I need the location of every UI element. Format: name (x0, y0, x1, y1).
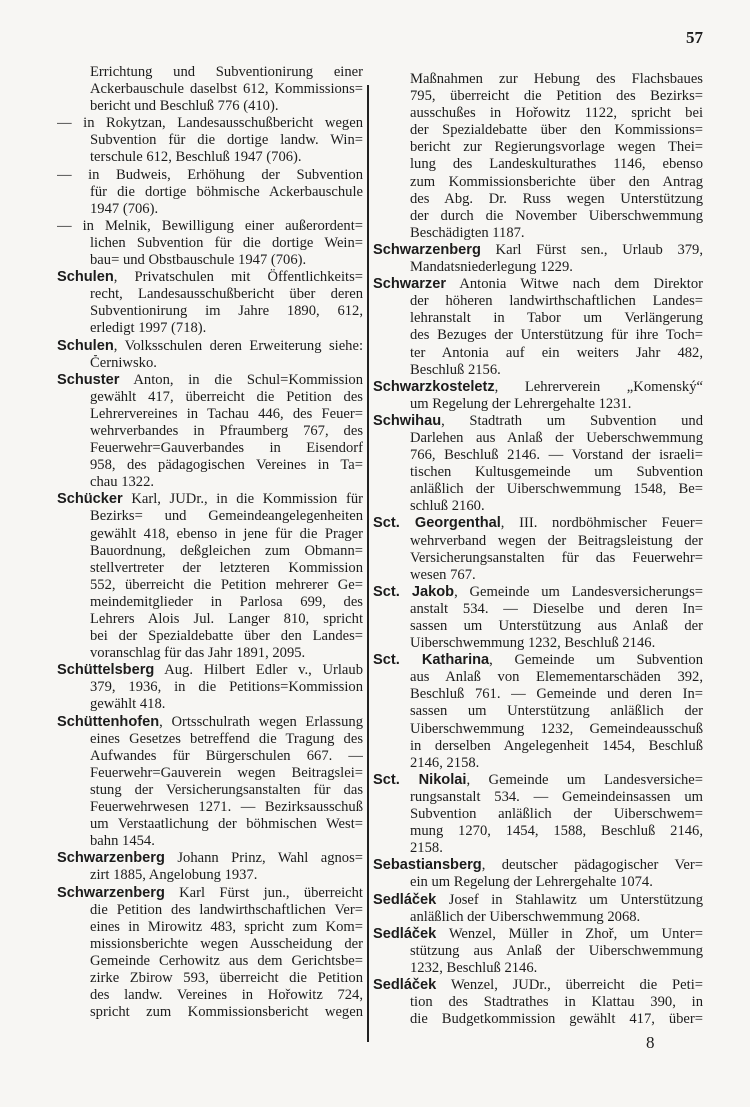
entry-text: Uiberschwemmung 1232, Beschluß 2146. (410, 635, 656, 652)
entry-line (373, 481, 703, 498)
entry-line (373, 823, 703, 840)
entry-line (373, 362, 703, 379)
index-entry (373, 892, 703, 926)
entry-line (373, 430, 703, 447)
index-entry (57, 167, 363, 218)
entry-headword: Schüttelsberg (57, 662, 155, 679)
entry-text: ter Antonia auf ein weiters Jahr 482, (410, 344, 703, 361)
entry-text: lehranstalt in Tabor um Verlängerung (410, 310, 703, 327)
entry-text: um Regelung der Lehrergehalte 1231. (410, 395, 632, 412)
right-column (373, 71, 703, 1028)
entry-text: rungsanstalt 534. — Gemeindeinsassen um (410, 788, 703, 805)
entry-line (57, 218, 363, 235)
entry-line (373, 139, 703, 156)
entry-text: stung der Versicherungsanstalten für das (90, 781, 363, 798)
entry-line (57, 577, 363, 594)
index-entry (373, 242, 703, 276)
index-entry (57, 714, 363, 851)
entry-line (57, 919, 363, 936)
entry-headword: Schwarzkosteletz (373, 378, 495, 395)
entry-text: Aug. Hilbert Edler v., Urlaub (154, 662, 363, 679)
entry-text: zirt 1885, Angelobung 1937. (90, 867, 258, 884)
entry-line (57, 372, 363, 389)
entry-line (57, 628, 363, 645)
entry-line (373, 156, 703, 173)
entry-text: , Volksschulen deren Erweiterung siehe: (113, 337, 363, 354)
entry-text: lung des Landeskulturathes 1146, ebenso (410, 156, 703, 173)
entry-text: 552, überreicht die Petition mehrerer Ge= (90, 576, 363, 593)
entry-headword: Sedláček (373, 925, 437, 942)
entry-text: wehrverbandes in Pfraumberg 767, des (90, 422, 363, 439)
entry-headword: Schwarzenberg (57, 884, 165, 901)
entry-line (373, 327, 703, 344)
entry-text: erledigt 1997 (718). (90, 320, 207, 337)
entry-text: stützung aus Anlaß der Uiberschwemmung (410, 942, 703, 959)
entry-headword: Schulen (57, 337, 114, 354)
entry-line (57, 389, 363, 406)
entry-line (57, 594, 363, 611)
entry-text: bau= und Obstbauschule 1947 (706). (90, 252, 307, 269)
index-entry (373, 652, 703, 772)
entry-text: des Abg. Dr. Russ wegen Unterstützung (410, 190, 703, 207)
entry-headword: Schulen (57, 269, 114, 286)
entry-line (57, 833, 363, 850)
entry-line (57, 953, 363, 970)
entry-text: Versicherungsanstalten für das Feuerwehr= (410, 549, 703, 566)
entry-text: des Bezuges der Unterstützung für ihre Toch= (410, 327, 703, 344)
entry-line (373, 601, 703, 618)
entry-text: 1947 (706). (90, 200, 159, 217)
index-entry (57, 115, 363, 166)
entry-line (57, 714, 363, 731)
entry-headword: Sct. Georgenthal (373, 515, 501, 532)
entry-text: terschule 612, Beschluß 1947 (706). (90, 149, 302, 166)
entry-text: anstalt 534. — Dieselbe und deren In= (410, 600, 703, 617)
index-entry (57, 64, 363, 115)
entry-line (57, 526, 363, 543)
entry-text: meindemitglieder in Parlosa 699, des (90, 593, 363, 610)
entry-line (373, 464, 703, 481)
entry-headword: Sedláček (373, 891, 437, 908)
entry-text: 795, überreicht die Petition des Bezirks= (410, 88, 703, 105)
entry-line (57, 850, 363, 867)
entry-line (57, 440, 363, 457)
entry-line (57, 987, 363, 1004)
entry-text: der höheren landwirthschaftlichen Landes= (410, 293, 703, 310)
entry-headword: Schwarzenberg (373, 241, 481, 258)
entry-line (57, 662, 363, 679)
entry-line (57, 885, 363, 902)
entry-text: bahn 1454. (90, 833, 155, 850)
entry-line (373, 618, 703, 635)
entry-text: sassen um Unterstützung anläßlich der (410, 703, 703, 720)
entry-text: Černiwsko. (90, 354, 157, 371)
entry-line (373, 977, 703, 994)
index-entry (373, 276, 703, 379)
entry-line (373, 909, 703, 926)
index-entry (57, 218, 363, 269)
entry-text: recht, Landesausschußbericht über deren (90, 286, 363, 303)
entry-line (57, 423, 363, 440)
entry-text: — in Budweis, Erhöhung der Subvention (57, 166, 363, 183)
entry-text: , III. nordböhmischer Feuer= (500, 515, 703, 532)
index-entry (57, 491, 363, 662)
index-entry (57, 850, 363, 884)
entry-text: Feuerwehr=Gauverein wegen Beitragslei= (90, 764, 363, 781)
index-entry (57, 885, 363, 1022)
entry-text: Lehrervereines in Tachau 446, des Feuer= (90, 405, 363, 422)
entry-line (373, 943, 703, 960)
entry-line (373, 498, 703, 515)
entry-line (373, 533, 703, 550)
index-entry (373, 857, 703, 891)
page-number: 57 (686, 28, 703, 47)
entry-text: spricht zum Kommissionsbericht wegen (90, 1004, 363, 1021)
entry-line (373, 721, 703, 738)
entry-line (57, 81, 363, 98)
entry-text: tischen Kultusgemeinde um Subvention (410, 464, 703, 481)
entry-line (373, 738, 703, 755)
entry-headword: Schücker (57, 491, 123, 508)
entry-text: zirke Zbirow 593, überreicht die Petition (90, 969, 363, 986)
index-entry (373, 515, 703, 583)
index-entry (373, 977, 703, 1028)
entry-text: 2146, 2158. (410, 754, 480, 771)
entry-text: der durch die November Uiberschwemmung (410, 207, 703, 224)
entry-text: des landw. Vereines in Hořowitz 724, (90, 987, 363, 1004)
entry-text: , deutscher pädagogischer Ver= (481, 857, 703, 874)
entry-text: Subventionirung im Jahre 1890, 612, (90, 303, 363, 320)
entry-text: chau 1322. (90, 474, 155, 491)
entry-line (373, 584, 703, 601)
entry-line (57, 115, 363, 132)
entry-line (373, 105, 703, 122)
entry-text: Subvention anläßlich der Uiberschwem= (410, 806, 703, 823)
index-entry (373, 71, 703, 242)
entry-line (57, 782, 363, 799)
entry-text: Josef in Stahlawitz um Unterstützung (436, 891, 703, 908)
entry-line (373, 208, 703, 225)
entry-text: 1232, Beschluß 2146. (410, 959, 538, 976)
entry-text: Bauordnung, deßgleichen zum Obmann= (90, 542, 363, 559)
entry-line (373, 396, 703, 413)
entry-text: Mandatsniederlegung 1229. (410, 259, 573, 276)
entry-headword: Sct. Katharina (373, 652, 490, 669)
entry-headword: Schwarzenberg (57, 850, 165, 867)
entry-line (57, 320, 363, 337)
entry-line (373, 635, 703, 652)
entry-line (57, 303, 363, 320)
entry-line (57, 902, 363, 919)
entry-line (57, 235, 363, 252)
entry-line (373, 242, 703, 259)
entry-line (373, 174, 703, 191)
entry-line (373, 71, 703, 88)
entry-line (373, 669, 703, 686)
entry-text: stellvertreter der letzteren Kommission (90, 559, 363, 576)
entry-line (57, 731, 363, 748)
index-entry (57, 269, 363, 337)
entry-line (373, 310, 703, 327)
entry-text: , Gemeinde um Landesversicherungs= (454, 583, 703, 600)
entry-text: Beschluß 761. — Gemeinde und deren In= (410, 686, 703, 703)
entry-line (373, 652, 703, 669)
entry-text: Wenzel, JUDr., überreicht die Peti= (436, 976, 703, 993)
entry-line (373, 567, 703, 584)
entry-text: tion des Stadtrathes in Klattau 390, in (410, 994, 703, 1011)
entry-text: wesen 767. (410, 566, 476, 583)
index-entry (57, 372, 363, 492)
entry-line (57, 167, 363, 184)
left-column (57, 64, 363, 1021)
entry-line (57, 765, 363, 782)
entry-text: Gemeinde Cerhowitz aus dem Gerichtsbe= (90, 952, 363, 969)
entry-text: mung 1270, 1454, 1588, Beschluß 2146, (410, 823, 703, 840)
entry-line (57, 936, 363, 953)
entry-text: bericht zur Regierungsvorlage wegen Thei= (410, 139, 703, 156)
entry-text: gewählt 418, ebenso in jene für die Prager (90, 525, 363, 542)
index-entry (373, 926, 703, 977)
entry-text: aus Anlaß von Elemementarschäden 392, (410, 669, 703, 686)
entry-line (57, 679, 363, 696)
entry-headword: Sct. Nikolai (373, 771, 467, 788)
entry-text: Anton, in die Schul=Kommission (119, 371, 363, 388)
entry-text: sassen um Unterstützung aus Anlaß der (410, 618, 703, 634)
entry-line (373, 276, 703, 293)
entry-line (373, 515, 703, 532)
entry-text: anläßlich der Uiberschwemmung 1548, Be= (410, 481, 703, 498)
entry-text: Subvention für die dortige landw. Win= (90, 132, 363, 149)
entry-line (57, 201, 363, 218)
entry-text: , Lehrerverein „Komenský“ (494, 378, 703, 395)
entry-text: anläßlich der Uiberschwemmung 2068. (410, 908, 641, 925)
entry-text: — in Rokytzan, Landesausschußbericht wegen (57, 115, 363, 132)
entry-text: Johann Prinz, Wahl agnos= (164, 850, 363, 867)
entry-text: ein um Regelung der Lehrergehalte 1074. (410, 874, 653, 891)
column-divider (367, 85, 369, 1042)
entry-line (373, 926, 703, 943)
entry-text: Uiberschwemmung 1232, Gemeindeausschuß (410, 720, 703, 737)
entry-text: ausschußes in Hořowitz 1122, spricht bei (410, 105, 703, 122)
entry-line (57, 406, 363, 423)
entry-headword: Sebastiansberg (373, 857, 482, 874)
entry-text: gewählt 418. (90, 696, 166, 713)
entry-line (373, 892, 703, 909)
entry-text: für die dortige böhmische Ackerbauschule (90, 183, 363, 200)
entry-text: missionsberichte wegen Ausscheidung der (90, 935, 363, 952)
entry-line (373, 191, 703, 208)
index-entry (57, 338, 363, 372)
entry-line (57, 645, 363, 662)
entry-line (57, 748, 363, 765)
entry-text: Errichtung und Subventionirung einer (90, 64, 363, 80)
entry-line (57, 560, 363, 577)
entry-text: bericht und Beschluß 776 (410). (90, 98, 279, 115)
entry-text: , Gemeinde um Landesversiche= (466, 771, 703, 788)
entry-line (57, 474, 363, 491)
entry-line (57, 1004, 363, 1021)
entry-text: , Gemeinde um Subvention (489, 652, 703, 669)
entry-line (57, 799, 363, 816)
entry-text: gewählt 417, überreicht die Petition des (90, 388, 363, 405)
entry-line (57, 508, 363, 525)
entry-headword: Sedláček (373, 976, 437, 993)
entry-text: Karl Fürst sen., Urlaub 379, (480, 241, 703, 258)
entry-line (57, 64, 363, 81)
entry-line (57, 457, 363, 474)
entry-text: Karl, JUDr., in die Kommission für (122, 491, 363, 508)
entry-line (373, 1011, 703, 1028)
entry-headword: Schwihau (373, 412, 442, 429)
entry-line (373, 755, 703, 772)
entry-text: 766, Beschluß 2146. — Vorstand der israeli= (410, 447, 703, 464)
entry-text: um Verstaatlichung der böhmischen West= (90, 816, 363, 833)
entry-line (373, 994, 703, 1011)
entry-text: eines in Mirowitz 483, spricht zum Kom= (90, 918, 363, 935)
entry-text: Feuerwehrwesen 1271. — Bezirksausschuß (90, 799, 363, 816)
index-entry (373, 379, 703, 413)
entry-text: bei der Spezialdebatte über den Landes= (90, 628, 363, 645)
entry-text: Maßnahmen zur Hebung des Flachsbaues (410, 71, 703, 87)
entry-text: 379, 1936, in die Petitions=Kommission (90, 679, 363, 696)
entry-line (373, 857, 703, 874)
index-entry (57, 662, 363, 713)
entry-text: — in Melnik, Bewilligung einer außerordent= (57, 217, 363, 234)
entry-text: lichen Subvention für die dortige Wein= (90, 234, 363, 251)
entry-line (373, 379, 703, 396)
entry-text: eines Gesetzes betreffend die Tragung des (90, 730, 363, 747)
entry-text: Beschädigten 1187. (410, 224, 525, 241)
entry-line (57, 132, 363, 149)
entry-text: Beschluß 2156. (410, 361, 501, 378)
entry-text: 958, des pädagogischen Vereines in Ta= (90, 457, 363, 474)
entry-line (373, 259, 703, 276)
entry-headword: Schuster (57, 371, 120, 388)
footer-signature-mark: 8 (646, 1033, 655, 1052)
entry-line (373, 840, 703, 857)
entry-line (57, 286, 363, 303)
entry-text: Bezirks= und Gemeindeangelegenheiten (90, 508, 363, 525)
entry-line (57, 149, 363, 166)
entry-line (373, 550, 703, 567)
entry-headword: Schüttenhofen (57, 713, 160, 730)
entry-line (373, 960, 703, 977)
entry-line (57, 98, 363, 115)
entry-text: die Budgetkommission gewählt 417, über= (410, 1011, 703, 1028)
entry-headword: Schwarzer (373, 276, 447, 293)
entry-text: zum Kommissionsberichte über den Antrag (410, 173, 703, 190)
entry-text: schluß 2160. (410, 498, 485, 515)
entry-line (373, 413, 703, 430)
entry-line (57, 269, 363, 286)
index-entry (373, 413, 703, 516)
entry-text: Darlehen aus Anlaß der Ueberschwemmung (410, 429, 703, 446)
entry-line (373, 703, 703, 720)
entry-line (373, 88, 703, 105)
entry-text: , Privatschulen mit Öffentlichkeits= (113, 269, 363, 286)
entry-text: 2158. (410, 840, 443, 857)
entry-line (57, 816, 363, 833)
entry-text: , Stadtrath um Subvention und (441, 412, 703, 429)
entry-line (57, 338, 363, 355)
entry-line (373, 874, 703, 891)
entry-line (57, 252, 363, 269)
entry-text: voranschlag für das Jahr 1891, 2095. (90, 645, 306, 662)
entry-line (373, 225, 703, 242)
entry-headword: Sct. Jakob (373, 583, 455, 600)
entry-text: wehrverband wegen der Beitragsleistung der (410, 532, 703, 549)
entry-line (373, 293, 703, 310)
entry-line (57, 543, 363, 560)
entry-line (373, 122, 703, 139)
entry-text: der Spezialdebatte über den Kommissions= (410, 122, 703, 139)
index-entry (373, 772, 703, 857)
entry-text: Feuerwehr=Gauverbandes in Eisendorf (90, 440, 363, 457)
entry-text: die Petition des landwirthschaftlichen Ver= (90, 901, 363, 918)
entry-line (373, 806, 703, 823)
entry-line (57, 970, 363, 987)
entry-line (57, 867, 363, 884)
entry-text: Wenzel, Müller in Zhoř, um Unter= (436, 925, 703, 942)
entry-text: Karl Fürst jun., überreicht (164, 884, 363, 901)
entry-line (57, 491, 363, 508)
entry-line (57, 355, 363, 372)
entry-text: in derselben Angelegenheit 1454, Beschluß (410, 737, 703, 754)
entry-line (373, 789, 703, 806)
entry-line (373, 772, 703, 789)
entry-line (373, 345, 703, 362)
entry-text: Lehrers Alois Jul. Langer 810, spricht (90, 611, 363, 627)
entry-text: Aufwandes für Bürgerschulen 667. — (90, 747, 363, 764)
entry-line (57, 611, 363, 628)
entry-text: Antonia Witwe nach dem Direktor (446, 276, 703, 293)
index-entry (373, 584, 703, 652)
entry-text: Ackerbauschule daselbst 612, Kommissions= (90, 81, 363, 98)
entry-line (373, 686, 703, 703)
entry-text: , Ortsschulrath wegen Erlassung (159, 713, 363, 730)
entry-line (57, 184, 363, 201)
entry-line (373, 447, 703, 464)
entry-line (57, 696, 363, 713)
